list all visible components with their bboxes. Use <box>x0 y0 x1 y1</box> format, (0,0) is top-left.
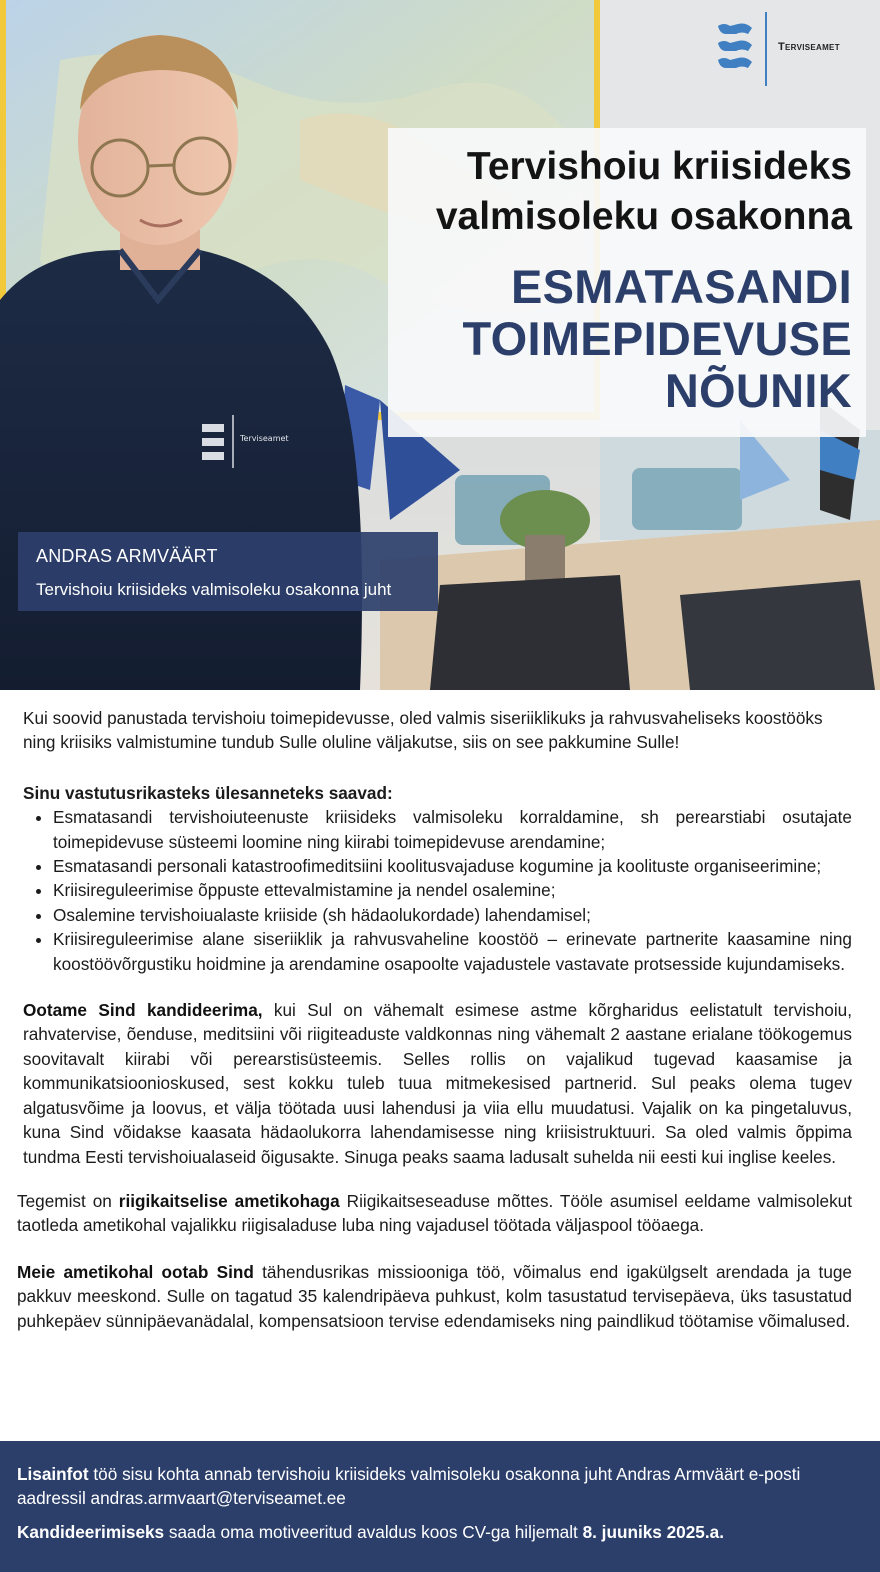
position-title-line: ESMATASANDI <box>511 260 852 314</box>
offer-paragraph <box>17 1260 852 1333</box>
defense-highlight: riigikaitselise ametikohaga <box>118 1190 340 1211</box>
list-item: • Esmatasandi personali katastroofimeditsiini koolitusvajaduse kogumine ja koolituste organiseerimine; <box>53 854 852 878</box>
info-paragraph <box>17 1462 854 1511</box>
responsibilities-heading: Sinu vastutusrikasteks ülesanneteks saavad: <box>23 782 393 803</box>
national-defense-paragraph <box>17 1189 852 1238</box>
person-name: ANDRAS ARMVÄÄRT <box>36 546 218 566</box>
position-title-line: TOIMEPIDEVUSE <box>462 312 852 366</box>
position-title <box>388 261 852 417</box>
info-lead: Lisainfot <box>17 1464 89 1484</box>
responsibilities-list <box>23 805 852 976</box>
person-caption <box>18 532 438 611</box>
three-lions-icon <box>716 22 754 74</box>
department-title-line: Tervishoiu kriisideks <box>466 145 852 188</box>
list-item: • Kriisireguleerimise alane siseriiklik ja rahvusvaheline koostöö – erinevate partnerite kaasamine ning koostöövõrgustiku hoidmine ja arendamine osapoolte vajadustele vastavate protsesside kujundamiseks. <box>53 927 852 976</box>
terviseamet-logo[interactable] <box>716 12 856 86</box>
offer-lead: Meie ametikohal ootab Sind <box>17 1261 254 1282</box>
deadline-date: 8. juuniks 2025.a. <box>582 1521 724 1542</box>
apply-lead: Kandideerimiseks <box>17 1521 165 1542</box>
contact-footer <box>0 1441 880 1572</box>
info-text: töö sisu kohta annab tervishoiu kriisideks valmisoleku osakonna juht Andras Armväärt e-posti aadressil andras.armvaart@terviseamet.ee <box>17 1464 801 1509</box>
offer-text: tähendusrikas missiooniga töö, võimalus end igakülgselt arendada ja tuge pakkuv meeskond. Sulle on tagatud 35 kalendripäeva puhkust, kolm tasustatud tervisepäeva, üks tasustatud puhkepäev sünnipäevanädalal, kompensatsioon tervise edendamiseks ning paindlikud töötamise võimalused. <box>17 1261 852 1331</box>
requirements-paragraph <box>23 998 852 1169</box>
list-item: • Esmatasandi tervishoiuteenuste kriisideks valmisoleku korraldamine, sh perearstiabi osutajate toimepidevuse süsteemi loomine ning kiirabi toimepidevuse arendamine; <box>53 805 852 854</box>
requirements-text: kui Sul on vähemalt esimese astme kõrgharidus eelistatult tervishoiu, rahvatervise, õenduse, meditsiini või riigiteaduste valdkonnas ning vähemalt 2 aastane erialane töökogemus soovitavalt kiirabi või perearstisüsteemis. Selles rollis on vajalikud tugevad kaasamise ja kommunikatsioonioskused, sest kokku tuleb tuua mitmekesised partnerid. Sul peaks olema tugev algatusvõime ja loovus, et välja töötada uusi lahendusi ja viia ellu muudatusi. Vajalik on ka pingetaluvus, kuna Sind võidakse kaasata hädaolukorra lahendamisesse ning kriisistruktuuri. Sa oled valmis õppima tundma Eesti tervishoiualaseid õigusakte. Sinuga peaks saama ladusalt suhelda nii eesti kui inglise keeles. <box>23 1000 853 1167</box>
department-title-line: valmisoleku osakonna <box>435 194 852 238</box>
list-item: • Osalemine tervishoiualaste kriiside (sh hädaolukordade) lahendamisel; <box>53 903 852 927</box>
shirt-brand-text: Terviseamet <box>240 434 289 443</box>
person-job-title: Tervishoiu kriisideks valmisoleku osakonna juht <box>36 580 392 599</box>
apply-text: saada oma motiveeritud avaldus koos CV-ga hiljemalt <box>164 1521 583 1542</box>
hero-banner <box>0 0 880 690</box>
job-description <box>17 706 853 1333</box>
job-title-panel <box>388 128 866 437</box>
defense-text-pre: Tegemist on <box>17 1190 119 1211</box>
requirements-lead: Ootame Sind kandideerima, <box>23 1000 263 1021</box>
position-title-line: NÕUNIK <box>664 364 852 418</box>
list-item: • Kriisireguleerimise õppuste ettevalmistamine ja nendel osalemine; <box>53 878 852 902</box>
department-title <box>388 142 852 241</box>
brand-name: Terviseamet <box>778 41 840 53</box>
defense-text-post: Riigikaitseseaduse mõttes. Tööle asumisel eeldame valmisolekut taotleda ametikohal vajalikku riigisaladuse luba ning vajadusel töötada väljaspool tööaega. <box>17 1190 853 1236</box>
intro-paragraph: Kui soovid panustada tervishoiu toimepidevusse, oled valmis siseriiklikuks ja rahvusvaheliseks koostööks ning kriisiks valmistumine tundub Sulle oluline väljakutse, siis on see pakkumine Sulle! <box>23 708 823 753</box>
logo-divider <box>765 12 767 86</box>
apply-paragraph <box>17 1520 854 1544</box>
